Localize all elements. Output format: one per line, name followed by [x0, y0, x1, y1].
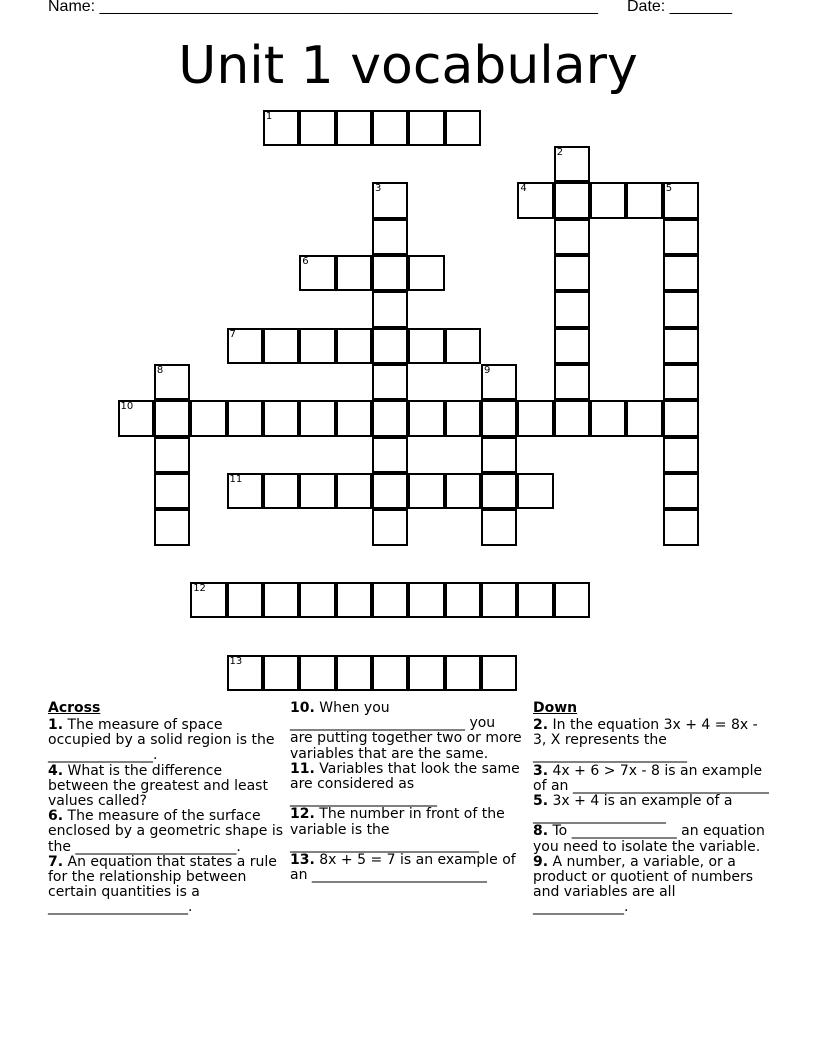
crossword-cell[interactable]	[372, 182, 408, 218]
crossword-cell[interactable]	[299, 255, 335, 291]
crossword-cell[interactable]	[663, 437, 699, 473]
clue-number: 9.	[533, 853, 549, 870]
crossword-cell[interactable]	[517, 400, 553, 436]
crossword-cell[interactable]	[336, 328, 372, 364]
clue	[533, 718, 773, 764]
crossword-cell[interactable]	[154, 364, 190, 400]
crossword-cell[interactable]	[263, 582, 299, 618]
clue-text: The measure of the surface enclosed by a geometric shape is the _______________________.	[48, 808, 284, 855]
crossword-cell[interactable]	[663, 255, 699, 291]
clue-text: 3x + 4 is an example of a ___________________	[533, 793, 733, 825]
clue-text: A number, a variable, or a product or quotient of numbers and variables are all _____________.	[533, 853, 754, 916]
clue-number: 12	[193, 583, 206, 595]
crossword-cell[interactable]	[372, 473, 408, 509]
down-heading: Down	[533, 700, 578, 716]
crossword-cell[interactable]	[336, 473, 372, 509]
crossword-cell[interactable]	[372, 582, 408, 618]
clue-number: 6.	[48, 808, 64, 825]
crossword-cell[interactable]	[336, 655, 372, 691]
clue	[533, 764, 773, 794]
crossword-cell[interactable]	[372, 110, 408, 146]
clue-number: 7	[229, 328, 236, 340]
crossword-cell[interactable]	[372, 400, 408, 436]
clue-text: The measure of space occupied by a solid region is the _______________.	[48, 717, 275, 764]
clue	[533, 824, 773, 854]
crossword-cell[interactable]	[154, 509, 190, 545]
crossword-cell[interactable]	[336, 110, 372, 146]
crossword-cell[interactable]	[372, 437, 408, 473]
crossword-cell[interactable]	[663, 328, 699, 364]
clue	[290, 853, 522, 883]
crossword-cell[interactable]	[554, 400, 590, 436]
clue-number: 3	[374, 183, 382, 195]
crossword-cell[interactable]	[481, 364, 517, 400]
crossword-cell[interactable]	[336, 400, 372, 436]
crossword-cell[interactable]	[263, 328, 299, 364]
crossword-cell[interactable]	[372, 328, 408, 364]
crossword-cell[interactable]	[663, 473, 699, 509]
clue-text: In the equation 3x + 4 = 8x - 3, X represents the ______________________	[533, 717, 758, 764]
crossword-cell[interactable]	[190, 582, 226, 618]
clue	[290, 807, 522, 853]
crossword-cell[interactable]	[299, 473, 335, 509]
crossword-cell[interactable]	[517, 182, 553, 218]
clue-number: 11.	[290, 760, 315, 777]
clue	[533, 855, 773, 916]
crossword-cell[interactable]	[554, 364, 590, 400]
crossword-cell[interactable]	[663, 400, 699, 436]
clue	[533, 794, 773, 824]
crossword-cell[interactable]	[336, 255, 372, 291]
crossword-cell[interactable]	[408, 328, 444, 364]
clue-text: When you _________________________ you are putting together two or more variables that are the same.	[290, 700, 522, 762]
clue-number: 3.	[533, 762, 549, 779]
crossword-cell[interactable]	[481, 437, 517, 473]
down-clues	[533, 700, 773, 916]
clue	[48, 809, 284, 855]
crossword-cell[interactable]	[408, 400, 444, 436]
clue	[290, 701, 522, 762]
crossword-cell[interactable]	[118, 400, 154, 436]
clue-text: What is the difference between the greatest and least values called?	[48, 762, 268, 810]
clue-number: 13.	[290, 852, 315, 869]
crossword-cell[interactable]	[299, 328, 335, 364]
crossword-cell[interactable]	[372, 509, 408, 545]
date-field-label: Date: _______	[627, 0, 732, 15]
crossword-cell[interactable]	[445, 110, 481, 146]
crossword-cell[interactable]	[336, 582, 372, 618]
crossword-cell[interactable]	[590, 182, 626, 218]
clue	[48, 764, 284, 810]
crossword-cell[interactable]	[481, 509, 517, 545]
clue-number: 1.	[48, 717, 64, 733]
clue-number: 10.	[290, 700, 315, 716]
crossword-cell[interactable]	[663, 291, 699, 327]
crossword-cell[interactable]	[445, 473, 481, 509]
crossword-cell[interactable]	[263, 110, 299, 146]
clue-number: 2	[556, 146, 564, 158]
clue-number: 10	[120, 401, 134, 413]
clue-number: 5.	[533, 793, 549, 810]
clue	[48, 855, 284, 916]
crossword-cell[interactable]	[299, 582, 335, 618]
page-title: Unit 1 vocabulary	[178, 36, 638, 96]
crossword-cell[interactable]	[299, 655, 335, 691]
crossword-cell[interactable]	[408, 582, 444, 618]
crossword-cell[interactable]	[227, 582, 263, 618]
crossword-cell[interactable]	[227, 328, 263, 364]
clue-number: 11	[229, 474, 243, 485]
crossword-cell[interactable]	[263, 473, 299, 509]
crossword-cell[interactable]	[663, 509, 699, 545]
crossword-cell[interactable]	[554, 219, 590, 255]
crossword-cell[interactable]	[227, 655, 263, 691]
clue-number: 7.	[48, 853, 64, 870]
crossword-cell[interactable]	[154, 437, 190, 473]
name-field-label: Name: ________________________________________________________	[48, 0, 598, 15]
crossword-cell[interactable]	[481, 582, 517, 618]
crossword-cell[interactable]	[372, 291, 408, 327]
crossword-cell[interactable]	[408, 255, 444, 291]
clue-text: 8x + 5 = 7 is an example of an _________________________	[290, 852, 516, 884]
crossword-cell[interactable]	[408, 110, 444, 146]
crossword-cell[interactable]	[372, 219, 408, 255]
crossword-cell[interactable]	[626, 400, 662, 436]
clue-text: To _______________ an equation you need to isolate the variable.	[533, 823, 765, 855]
across-clues	[48, 700, 284, 916]
clue-number: 13	[229, 655, 243, 667]
crossword-cell[interactable]	[299, 110, 335, 146]
crossword-cell[interactable]	[481, 655, 517, 691]
across-clues-continued	[290, 701, 522, 883]
crossword-cell[interactable]	[154, 400, 190, 436]
clue-text: The number in front of the variable is the ___________________________	[290, 806, 505, 853]
clue-number: 2.	[533, 717, 549, 733]
crossword-cell[interactable]	[227, 473, 263, 509]
crossword-cell[interactable]	[554, 582, 590, 618]
crossword-cell[interactable]	[372, 364, 408, 400]
crossword-cell[interactable]	[408, 655, 444, 691]
crossword-cell[interactable]	[408, 473, 444, 509]
crossword-cell[interactable]	[263, 400, 299, 436]
crossword-cell[interactable]	[445, 328, 481, 364]
clue-text: An equation that states a rule for the relationship between certain quantities is a ____________________.	[48, 853, 277, 916]
crossword-cell[interactable]	[554, 182, 590, 218]
clue-text: 4x + 6 > 7x - 8 is an example of an ____________________________	[533, 762, 769, 794]
crossword-cell[interactable]	[663, 219, 699, 255]
crossword-cell[interactable]	[663, 364, 699, 400]
crossword-cell[interactable]	[663, 182, 699, 218]
crossword-cell[interactable]	[372, 255, 408, 291]
crossword-cell[interactable]	[299, 400, 335, 436]
crossword-cell[interactable]	[227, 400, 263, 436]
crossword-cell[interactable]	[445, 400, 481, 436]
crossword-cell[interactable]	[481, 400, 517, 436]
clue-number: 5	[665, 183, 673, 195]
clue-number: 8	[156, 364, 164, 376]
clue-number: 4.	[48, 762, 64, 779]
clue-number: 4	[520, 183, 527, 195]
crossword-cell[interactable]	[554, 291, 590, 327]
clue	[290, 762, 522, 808]
crossword-cell[interactable]	[190, 400, 226, 436]
crossword-cell[interactable]	[590, 400, 626, 436]
crossword-cell[interactable]	[481, 473, 517, 509]
crossword-cell[interactable]	[445, 655, 481, 691]
crossword-cell[interactable]	[154, 473, 190, 509]
crossword-cell[interactable]	[554, 146, 590, 182]
crossword-cell[interactable]	[263, 655, 299, 691]
clue-number: 6	[302, 255, 309, 267]
clue	[48, 718, 284, 764]
crossword-cell[interactable]	[517, 582, 553, 618]
clue-number: 8.	[533, 823, 549, 840]
crossword-cell[interactable]	[626, 182, 662, 218]
crossword-cell[interactable]	[554, 255, 590, 291]
crossword-cell[interactable]	[445, 582, 481, 618]
across-heading: Across	[48, 700, 101, 716]
clue-number: 12.	[290, 806, 315, 823]
crossword-cell[interactable]	[372, 655, 408, 691]
crossword-cell[interactable]	[517, 473, 553, 509]
clue-number: 9	[484, 364, 491, 376]
clue-text: Variables that look the same are considered as _____________________	[290, 760, 520, 808]
clue-number: 1	[265, 110, 273, 122]
crossword-cell[interactable]	[554, 328, 590, 364]
